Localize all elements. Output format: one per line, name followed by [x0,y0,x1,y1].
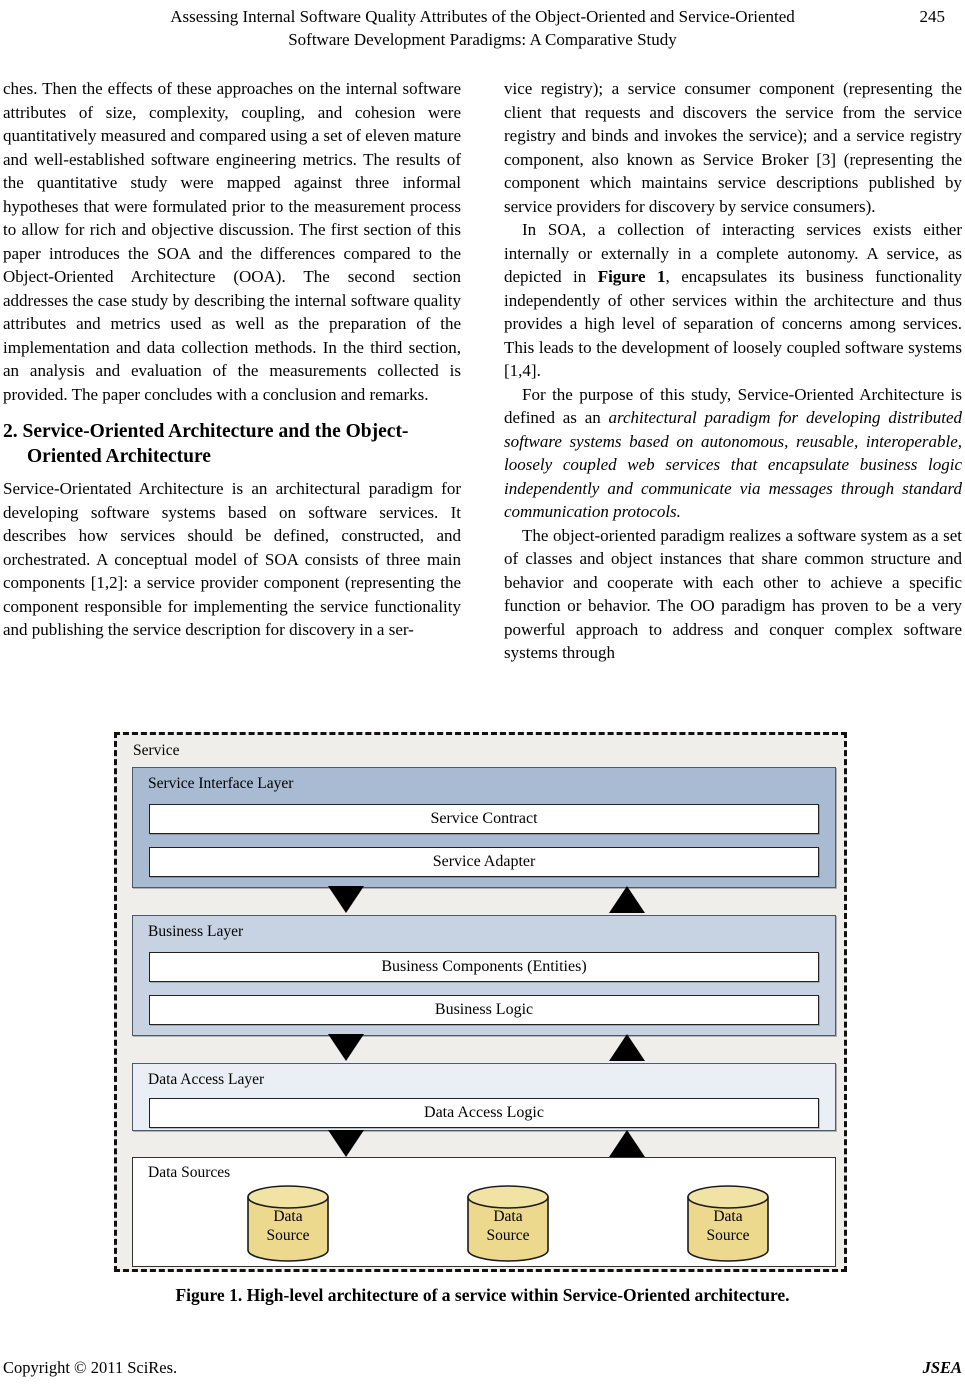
two-column-body [3,77,963,732]
body-paragraph: The object-oriented paradigm realizes a software system as a set of classes and object instances that share common structure and behavior and cooperate with each other to achieve a specific function or behavior. The OO paradigm has proven to be a very powerful approach to address and conquer complex software systems through [504,525,962,662]
section-heading: 2. Service-Oriented Architecture and the Object-Oriented Architecture [3,421,409,467]
down-arrow-icon [328,1130,364,1157]
figure-1 [0,732,965,1306]
service-adapter-box: Service Adapter [149,847,819,877]
figure-caption: Figure 1. High-level architecture of a service within Service-Oriented architecture. [175,1285,790,1305]
down-arrow-icon [328,1034,364,1061]
up-arrow-icon [609,886,645,913]
left-column [3,77,461,732]
business-components-box: Business Components (Entities) [149,952,819,982]
page-number: 245 [919,7,945,26]
business-logic-box: Business Logic [149,995,819,1025]
body-paragraph: vice registry); a service consumer component (representing the client that requests and discovers the service from the service registry and binds and invokes the service); and a service registry component, also known as Service Broker [3] (representing the component which maintains service descriptions published by service providers for discovery by service consumers). [504,79,962,216]
paragraph-text: , encapsulates its business functionality independently of other services within the architecture and thus provides a high level of separation of concerns among services. This leads to the development of loosely coupled software systems [1,4]. [504,267,962,380]
data-source-cylinder-icon [686,1185,770,1263]
figure-reference: Figure 1 [597,267,666,286]
definition-italic: architectural paradigm for developing distributed software systems based on autonomous, reusable, interoperable, loosely coupled web services that encapsulate business logic independently and communicate via messages through standard communication protocols. [504,408,962,521]
cylinder-label: Data Source [266,1208,310,1244]
body-paragraph: ches. Then the effects of these approaches on the internal software attributes of size, complexity, coupling, and cohesion were quantitatively measured and compared using a set of eleven mature and well-established software engineering metrics. The results of the quantitative study were mapped against three informal hypotheses that were formulated prior to the measurement process to allow for rich and objective discussion. The first section of this paper introduces the SOA and the differences compared to the Object-Oriented Architecture (OOA). The second section addresses the case study by describing the internal software quality attributes and metrics used as well as the preparation of the implementation and data collection methods. In the third section, an analysis and evaluation of the measurements collected is provided. The paper concludes with a conclusion and remarks. [3,79,461,404]
right-column [504,77,962,732]
data-sources-box [132,1157,836,1267]
body-paragraph [504,383,962,524]
cylinder-label: Data Source [486,1208,530,1244]
data-access-logic-box: Data Access Logic [149,1098,819,1128]
cylinder-label: Data Source [706,1208,750,1244]
soa-architecture-diagram [114,732,847,1272]
service-boundary-label: Service [133,742,180,759]
running-title-line2: Software Development Paradigms: A Comparative Study [288,30,677,49]
service-contract-box: Service Contract [149,804,819,834]
copyright-notice: Copyright © 2011 SciRes. [3,1358,178,1377]
down-arrow-icon [328,886,364,913]
data-source-cylinder-icon [466,1185,550,1263]
running-title [43,5,923,51]
layer-label: Business Layer [148,923,244,940]
business-layer [132,915,836,1036]
body-paragraph: Service-Orientated Architecture is an architectural paradigm for developing software systems based on software services. It describes how services should be defined, constructed, and orchestrated. A conceptual model of SOA consists of three main components [1,2]: a service provider component (representing the component responsible for implementing the service functionality and publishing the service description for discovery in a ser- [3,479,461,639]
up-arrow-icon [609,1034,645,1061]
service-interface-layer [132,767,836,888]
paragraph-text: For the purpose of this study, Service-Oriented Architecture is defined as an [504,384,962,427]
layer-label: Data Sources [148,1164,231,1181]
journal-abbreviation: JSEA [922,1358,962,1377]
body-paragraph [504,218,962,383]
layer-label: Data Access Layer [148,1071,265,1088]
page-header [0,0,965,55]
up-arrow-icon [609,1130,645,1157]
layer-label: Service Interface Layer [148,775,294,792]
page-footer [3,1358,962,1378]
running-title-line1: Assessing Internal Software Quality Attributes of the Object-Oriented and Service-Oriented [170,7,795,26]
paragraph-text: In SOA, a collection of interacting services exists either internally or externally in a complete autonomy. A service, as depicted in [504,220,962,286]
data-source-cylinder-icon [246,1185,330,1263]
data-access-layer [132,1063,836,1131]
